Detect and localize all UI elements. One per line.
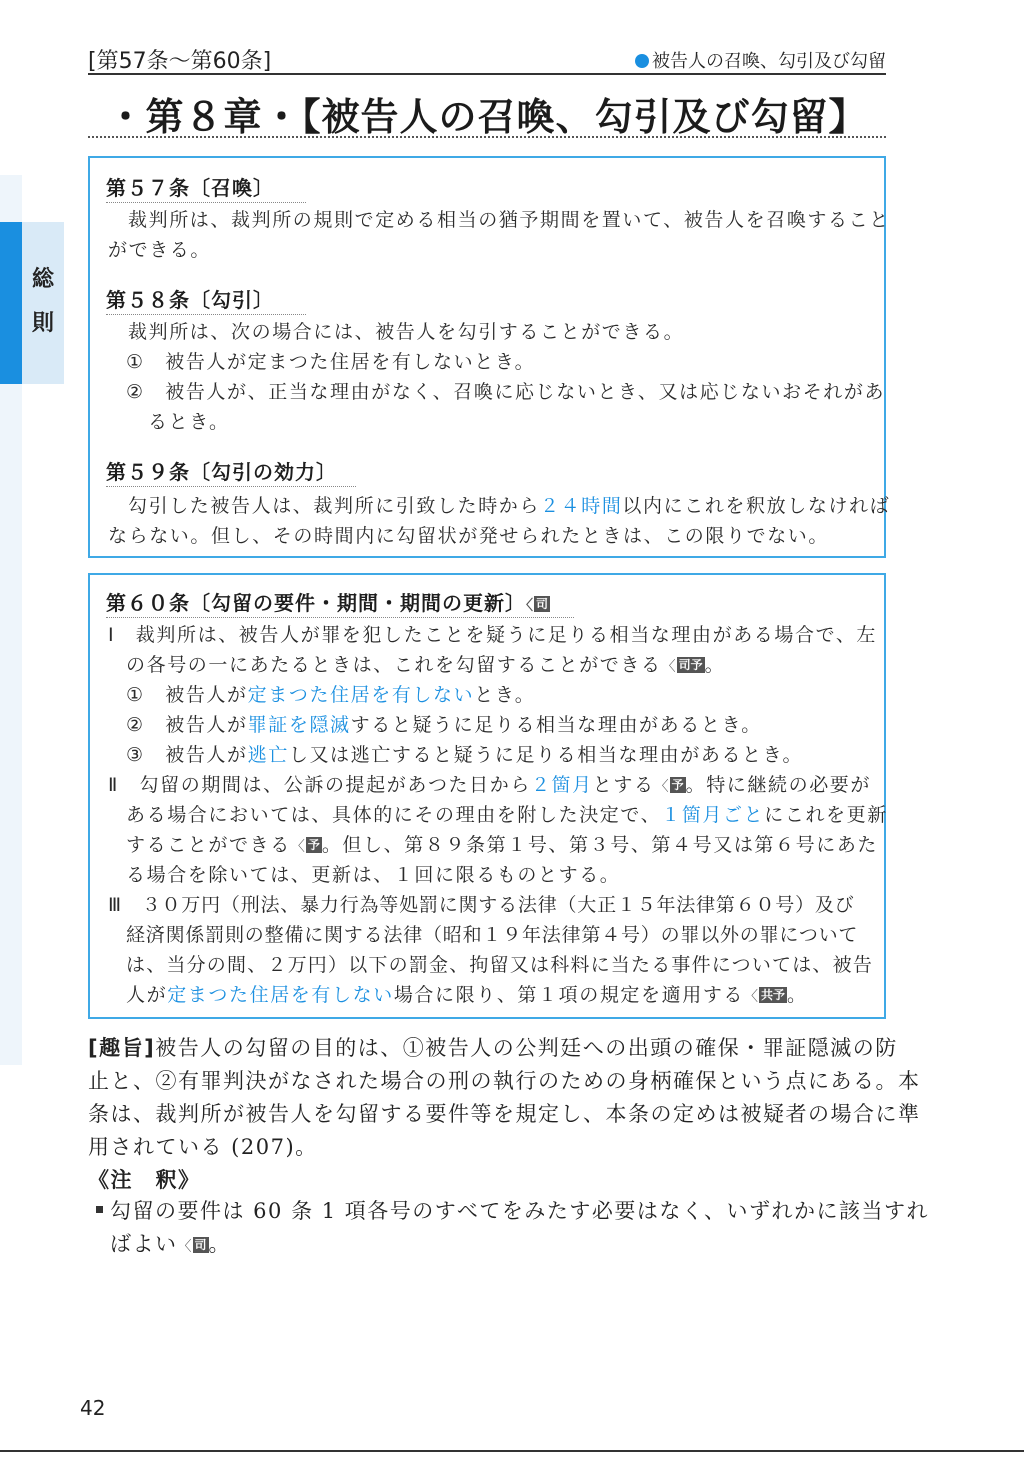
chapter-title: ・第８章・【被告人の召喚、勾引及び勾留】 [106,95,868,139]
article-59-title: 第５９条〔勾引の効力〕 [106,460,337,484]
exam-tag: 司予 [678,658,703,672]
articles-57-59-box [88,156,891,558]
para-2-line: することができる〈 予 。但し、第８９条第１号、第３号、第４号又は第６号にあた [126,834,879,856]
article-58-title: 第５８条〔勾引〕 [106,288,274,312]
bullet-square-icon [96,1206,103,1213]
exam-tag: 司 [194,1238,207,1252]
item-3: ③ 被告人が逃亡し又は逃亡すると疑うに足りる相当な理由があるとき。 [126,744,804,766]
side-tab-char-1: 総 [31,267,54,292]
para-3-line: Ⅲ ３０万円（刑法、暴力行為等処罰に関する法律（大正１５年法律第６０号）及び [108,894,855,916]
article-57-line: ができる。 [108,239,212,261]
note-line: ばよい〈 司。 [110,1232,232,1256]
exam-tag: 予 [307,838,320,852]
bottom-rule [0,1450,1024,1452]
note-line: 勾留の要件は 60 条 1 項各号のすべてをみたす必要はなく、いずれかに該当すれ [110,1199,929,1223]
article-title-rule [106,314,306,315]
article-58-item: ① 被告人が定まつた住居を有しないとき。 [126,351,536,373]
article-58-item: ② 被告人が、正当な理由がなく、召喚に応じないとき、又は応じないおそれがあ [126,381,886,403]
para-3-line: 人が定まつた住居を有しない場合に限り、第１項の規定を適用する〈 共予 。 [126,984,808,1006]
para-3-line: 経済関係罰則の整備に関する法律（昭和１９年法律第４号）の罪以外の罪について [126,924,859,946]
side-tab-marker [0,222,22,384]
exam-tag: 予 [671,778,684,792]
item-1: ① 被告人が定まつた住居を有しないとき。 [126,684,536,706]
article-60-box [88,573,886,1019]
side-tab [22,222,64,384]
article-58-line: 裁判所は、次の場合には、被告人を勾引することができる。 [128,321,685,343]
purpose-line: 用されている (207)。 [88,1135,318,1159]
article-58-item-cont: るとき。 [148,411,230,433]
article-59-line: ならない。但し、その時間内に勾留状が発せられたときは、この限りでない。 [108,525,830,547]
exam-tag: 司 [536,597,549,611]
header-rule [88,73,886,75]
para-3-line: は、当分の間、２万円）以下の罰金、拘留又は科料に当たる事件については、被告 [126,954,874,976]
bullet-dot-icon [635,54,649,68]
side-tab-char-2: 則 [31,311,54,336]
article-57-line: 裁判所は、裁判所の規則で定める相当の猶予期間を置いて、被告人を召喚すること [128,209,890,231]
exam-tag: 共予 [761,988,786,1002]
article-title-rule [106,617,574,618]
notes-heading: 《注 釈》 [88,1168,201,1192]
article-59-line: 勾引した被告人は、裁判所に引致した時から２４時間以内にこれを釈放しなければ [128,495,891,517]
article-title-rule [106,202,306,203]
para-2-line: ある場合においては、具体的にその理由を附した決定で、１箇月ごとにこれを更新 [126,804,888,826]
item-2: ② 被告人が罪証を隠滅すると疑うに足りる相当な理由があるとき。 [126,714,762,736]
para-2-line: る場合を除いては、更新は、１回に限るものとする。 [126,864,621,886]
running-title [635,47,886,73]
purpose-line: 止と、②有罪判決がなされた場合の刑の執行のための身柄確保という点にある。本 [88,1069,921,1093]
page-number: 42 [80,1396,106,1420]
purpose-line: [趣旨]被告人の勾留の目的は、①被告人の公判廷への出頭の確保・罪証隠滅の防 [88,1036,898,1060]
purpose-label: [趣旨] [88,1036,156,1060]
section-range: [第57条〜第60条] [88,49,272,74]
para-1-line: Ⅰ 裁判所は、被告人が罪を犯したことを疑うに足りる相当な理由がある場合で、左 [108,624,878,646]
article-57-title: 第５７条〔召喚〕 [106,176,274,200]
highlight-24h: ２４時間 [540,495,623,517]
para-2-line: Ⅱ 勾留の期間は、公訴の提起があつた日から２箇月とする〈 予 。特に継続の必要が [108,774,871,796]
para-1-line: の各号の一にあたるときは、これを勾留することができる〈 司予 。 [126,654,726,676]
purpose-line: 条は、裁判所が被告人を勾留する要件等を規定し、本条の定めは被疑者の場合に準 [88,1102,921,1126]
chapter-rule [88,136,886,138]
running-title-text: 被告人の召喚、勾引及び勾留 [652,51,886,72]
article-title-rule [106,486,356,487]
article-60-title: 第６０条〔勾留の要件・期間・期間の更新〕〈 司 [106,591,549,615]
